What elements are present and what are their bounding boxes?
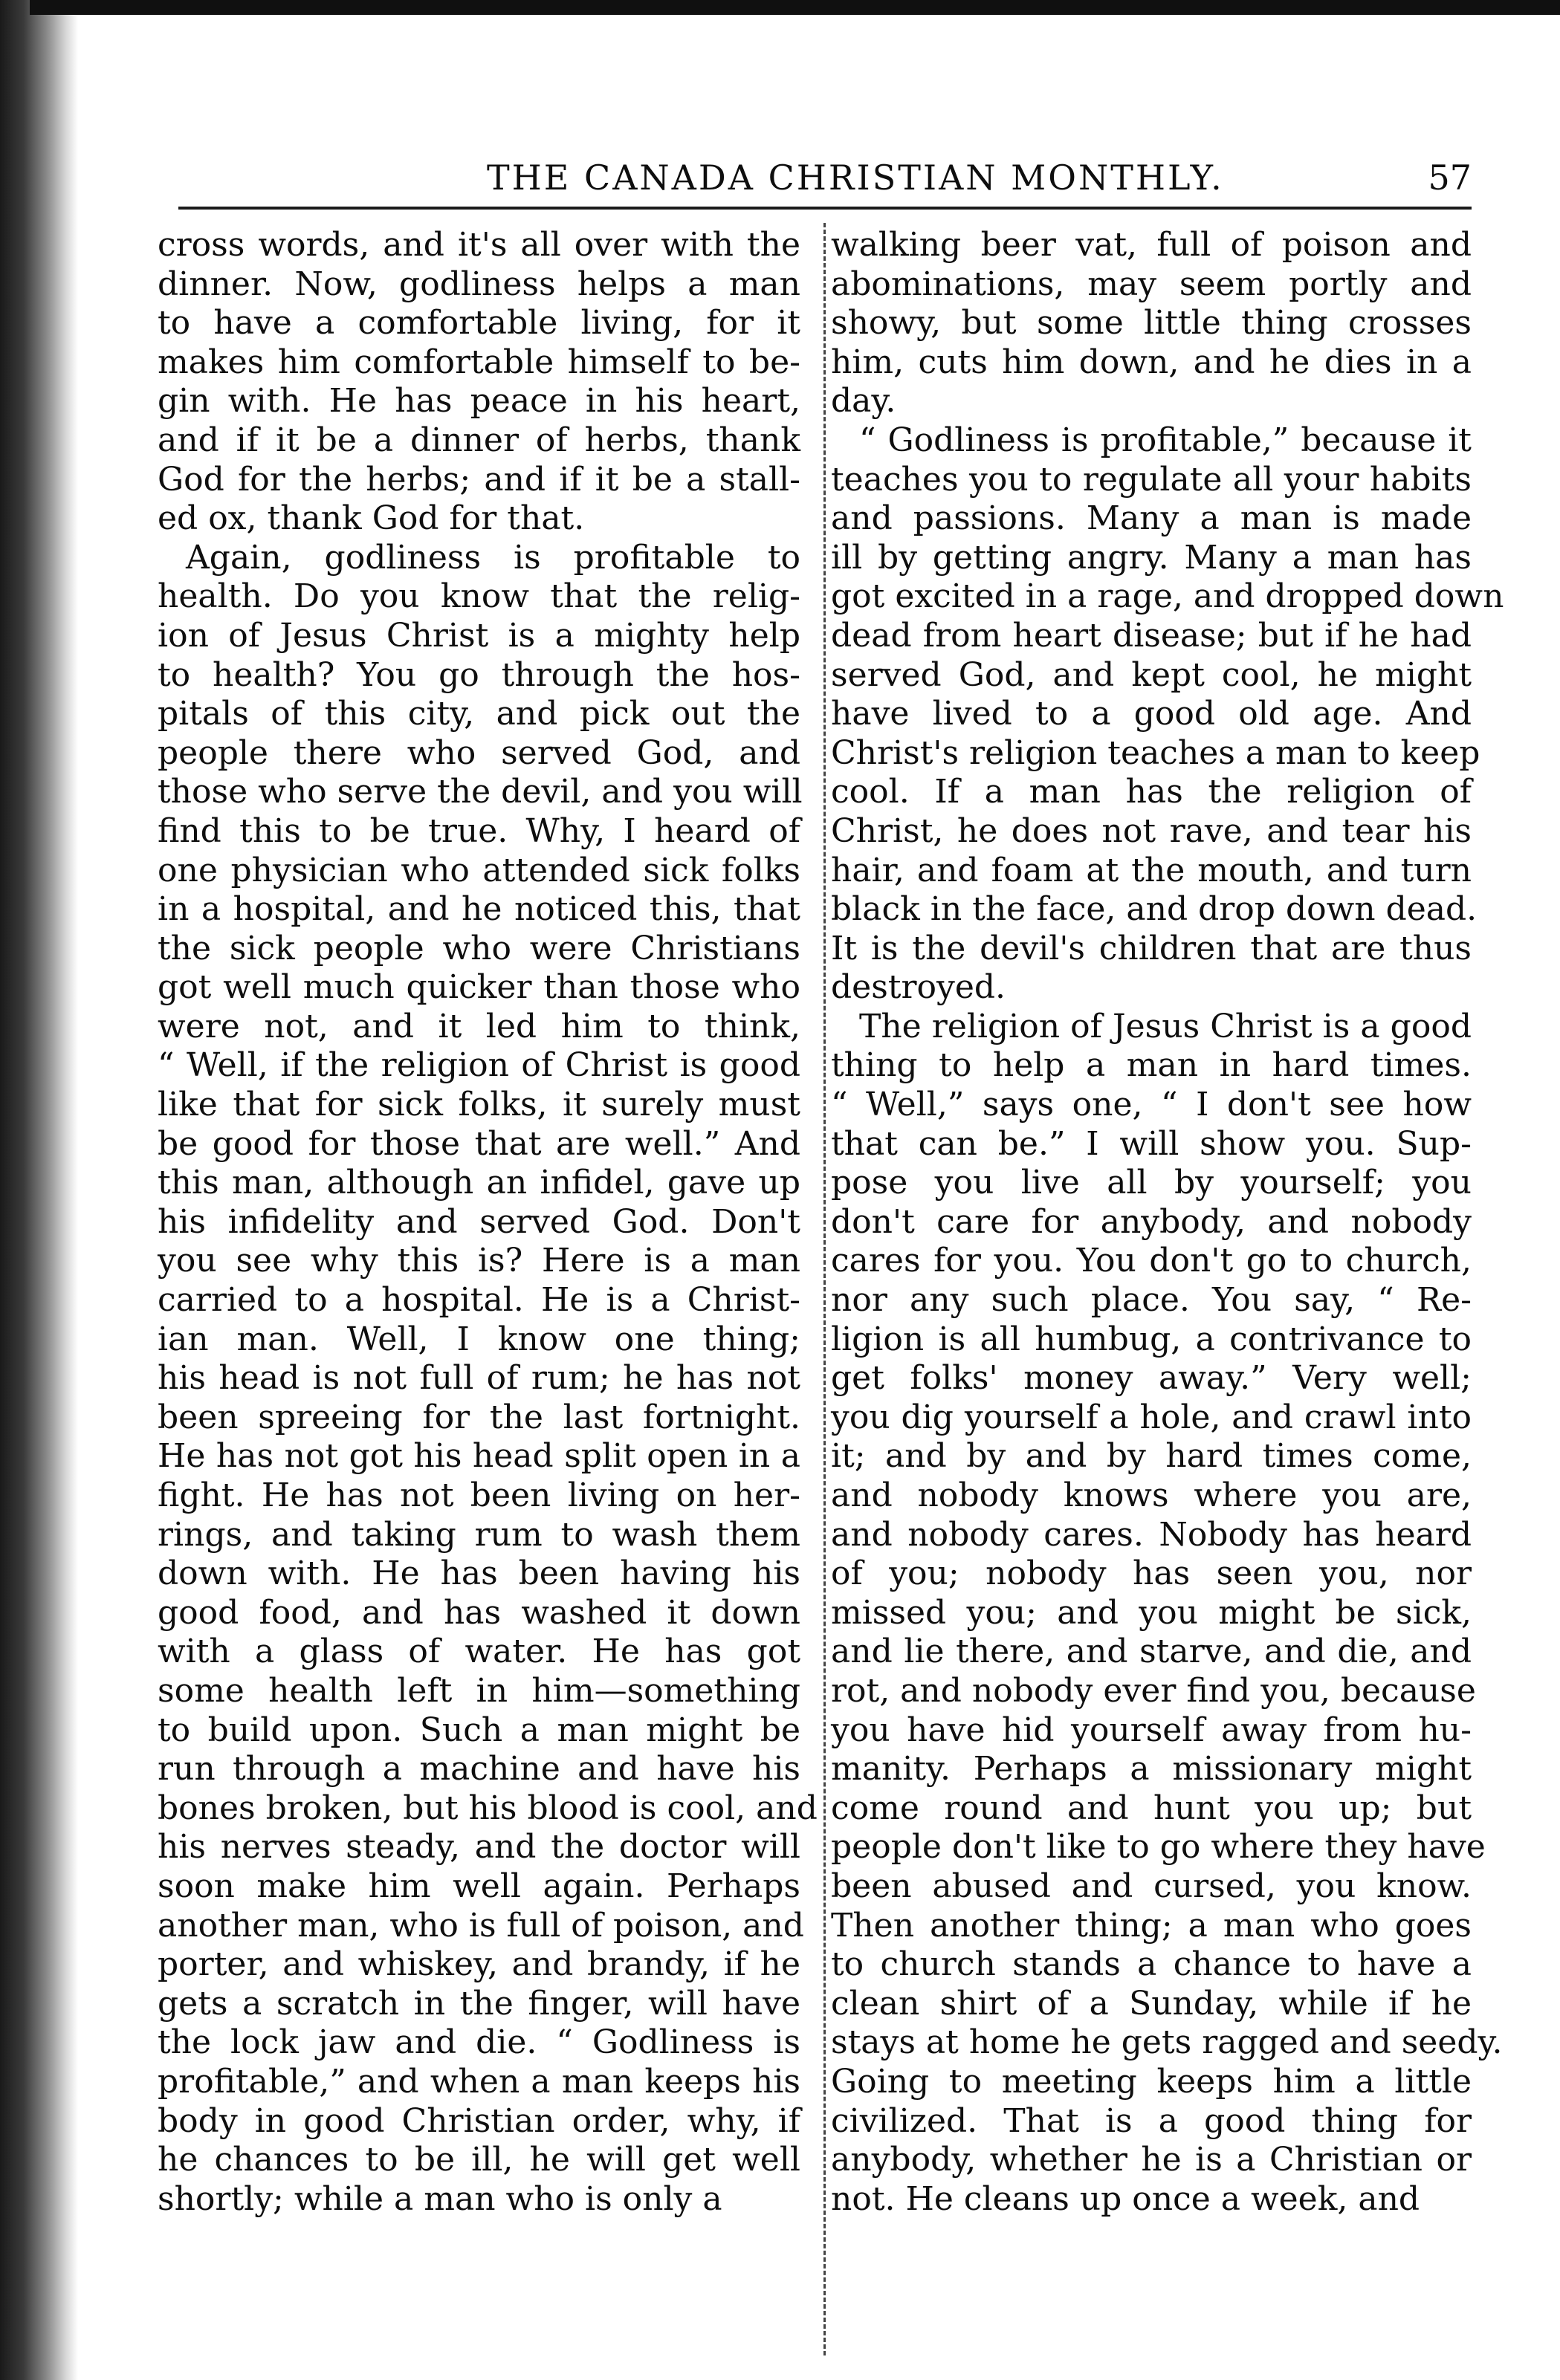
text-line: to church stands a chance to have a: [831, 1945, 1472, 1984]
page-binding-shadow: [0, 0, 78, 2380]
page-header: [178, 149, 1472, 201]
text-line: and nobody cares. Nobody has heard: [831, 1515, 1472, 1554]
text-line: and if it be a dinner of herbs, thank: [158, 421, 800, 459]
text-line: and passions. Many a man is made: [831, 499, 1472, 538]
text-line: have lived to a good old age. And: [831, 695, 1472, 733]
text-line: He has not got his head split open in a: [158, 1437, 800, 1476]
text-line: this man, although an infidel, gave up: [158, 1164, 800, 1202]
text-line: to health? You go through the hos-: [158, 655, 800, 694]
text-line: ill by getting angry. Many a man has: [831, 538, 1472, 577]
text-line: and nobody knows where you are,: [831, 1476, 1472, 1514]
text-line: dinner. Now, godliness helps a man: [158, 265, 800, 303]
text-line: cares for you. You don't go to church,: [831, 1242, 1472, 1280]
text-line: soon make him well again. Perhaps: [158, 1867, 800, 1905]
text-line: were not, and it led him to think,: [158, 1007, 800, 1045]
text-line: served God, and kept cool, he might: [831, 655, 1472, 694]
text-line: gin with. He has peace in his heart,: [158, 382, 800, 421]
text-line: in a hospital, and he noticed this, that: [158, 890, 800, 929]
text-line: porter, and whiskey, and brandy, if he: [158, 1945, 800, 1984]
text-line: black in the face, and drop down dead.: [831, 890, 1478, 929]
text-line: “ Godliness is profitable,” because it: [859, 421, 1472, 459]
text-line: of you; nobody has seen you, nor: [831, 1554, 1472, 1593]
text-line: pitals of this city, and pick out the: [158, 695, 800, 733]
text-line: ligion is all humbug, a contrivance to: [831, 1320, 1472, 1358]
text-line: with a glass of water. He has got: [158, 1632, 800, 1671]
page-top-edge: [30, 0, 1560, 15]
text-line: the lock jaw and die. “ Godliness is: [158, 2023, 800, 2062]
text-line: run through a machine and have his: [158, 1750, 800, 1789]
running-title: THE CANADA CHRISTIAN MONTHLY.: [487, 158, 1224, 198]
text-line: you see why this is? Here is a man: [158, 1242, 800, 1280]
text-line: “ Well,” says one, “ I don't see how: [831, 1086, 1472, 1124]
text-line: showy, but some little thing crosses: [831, 304, 1472, 343]
text-line: Then another thing; a man who goes: [831, 1906, 1472, 1945]
text-line: Going to meeting keeps him a little: [831, 2062, 1472, 2101]
text-line: profitable,” and when a man keeps his: [158, 2062, 800, 2101]
text-line: you have hid yourself away from hu-: [831, 1711, 1472, 1749]
text-line: got well much quicker than those who: [158, 968, 800, 1007]
text-line: destroyed.: [831, 968, 1006, 1007]
text-line: people there who served God, and: [158, 733, 800, 772]
text-line: to have a comfortable living, for it: [158, 304, 800, 343]
text-line: bones broken, but his blood is cool, and: [158, 1789, 818, 1827]
text-line: be good for those that are well.” And: [158, 1124, 800, 1163]
text-line: down with. He has been having his: [158, 1554, 800, 1593]
text-line: he chances to be ill, he will get well: [158, 2141, 800, 2179]
page-number: 57: [1428, 158, 1472, 198]
text-line: it; and by and by hard times come,: [831, 1437, 1472, 1476]
text-line: his infidelity and served God. Don't: [158, 1202, 800, 1241]
text-line: one physician who attended sick folks: [158, 851, 800, 889]
text-line: God for the herbs; and if it be a stall-: [158, 460, 800, 499]
text-line: get folks' money away.” Very well;: [831, 1359, 1472, 1398]
text-line: It is the devil's children that are thus: [831, 929, 1472, 967]
text-line: him, cuts him down, and he dies in a: [831, 343, 1472, 381]
text-line: “ Well, if the religion of Christ is good: [158, 1046, 800, 1085]
text-line: body in good Christian order, why, if: [158, 2101, 800, 2140]
text-line: come round and hunt you up; but: [831, 1789, 1472, 1827]
text-line: manity. Perhaps a missionary might: [831, 1750, 1472, 1789]
text-line: that can be.” I will show you. Sup-: [831, 1124, 1472, 1163]
text-line: teaches you to regulate all your habits: [831, 460, 1472, 499]
text-line: fight. He has not been living on her-: [158, 1476, 800, 1514]
text-line: clean shirt of a Sunday, while if he: [831, 1984, 1472, 2023]
text-line: cross words, and it's all over with the: [158, 226, 800, 264]
text-line: civilized. That is a good thing for: [831, 2101, 1472, 2140]
text-line: rings, and taking rum to wash them: [158, 1515, 800, 1554]
text-line: ed ox, thank God for that.: [158, 499, 585, 538]
text-line: not. He cleans up once a week, and: [831, 2179, 1420, 2218]
text-line: those who serve the devil, and you will: [158, 773, 803, 811]
text-line: his head is not full of rum; he has not: [158, 1359, 800, 1398]
text-line: walking beer vat, full of poison and: [831, 226, 1472, 264]
text-line: you dig yourself a hole, and crawl into: [831, 1398, 1472, 1436]
header-rule: [178, 207, 1472, 210]
text-line: dead from heart disease; but if he had: [831, 616, 1472, 655]
text-column-right: [831, 226, 1504, 2219]
text-line: to build upon. Such a man might be: [158, 1711, 800, 1749]
text-line: thing to help a man in hard times.: [831, 1046, 1472, 1085]
text-line: shortly; while a man who is only a: [158, 2179, 722, 2218]
text-column-left: [158, 226, 818, 2219]
text-line: gets a scratch in the finger, will have: [158, 1984, 800, 2023]
text-line: abominations, may seem portly and: [831, 265, 1472, 303]
text-line: Christ, he does not rave, and tear his: [831, 811, 1472, 850]
text-line: carried to a hospital. He is a Christ-: [158, 1281, 800, 1320]
text-line: hair, and foam at the mouth, and turn: [831, 851, 1472, 889]
text-line: makes him comfortable himself to be-: [158, 343, 800, 381]
text-line: Christ's religion teaches a man to keep: [831, 733, 1480, 772]
text-line: good food, and has washed it down: [158, 1593, 800, 1632]
text-line: day.: [831, 382, 896, 421]
text-line: been spreeing for the last fortnight.: [158, 1398, 800, 1436]
text-line: like that for sick folks, it surely must: [158, 1086, 800, 1124]
text-line: find this to be true. Why, I heard of: [158, 811, 800, 850]
text-line: got excited in a rage, and dropped down: [831, 577, 1504, 616]
column-divider: [823, 223, 826, 2355]
text-line: missed you; and you might be sick,: [831, 1593, 1472, 1632]
text-line: been abused and cursed, you know.: [831, 1867, 1472, 1905]
text-line: and lie there, and starve, and die, and: [831, 1632, 1472, 1671]
text-line: Again, godliness is profitable to: [186, 538, 800, 577]
text-line: another man, who is full of poison, and: [158, 1906, 804, 1945]
text-line: rot, and nobody ever find you, because: [831, 1671, 1476, 1710]
text-line: don't care for anybody, and nobody: [831, 1202, 1472, 1241]
text-line: The religion of Jesus Christ is a good: [859, 1007, 1472, 1045]
text-line: stays at home he gets ragged and seedy.: [831, 2023, 1503, 2062]
text-line: ian man. Well, I know one thing;: [158, 1320, 800, 1358]
text-line: some health left in him—something: [158, 1671, 800, 1710]
text-line: his nerves steady, and the doctor will: [158, 1828, 800, 1867]
text-line: health. Do you know that the relig-: [158, 577, 800, 616]
text-line: the sick people who were Christians: [158, 929, 800, 967]
text-line: nor any such place. You say, “ Re-: [831, 1281, 1472, 1320]
text-line: pose you live all by yourself; you: [831, 1164, 1472, 1202]
text-line: people don't like to go where they have: [831, 1828, 1486, 1867]
text-line: ion of Jesus Christ is a mighty help: [158, 616, 800, 655]
text-line: anybody, whether he is a Christian or: [831, 2141, 1472, 2179]
text-line: cool. If a man has the religion of: [831, 773, 1472, 811]
